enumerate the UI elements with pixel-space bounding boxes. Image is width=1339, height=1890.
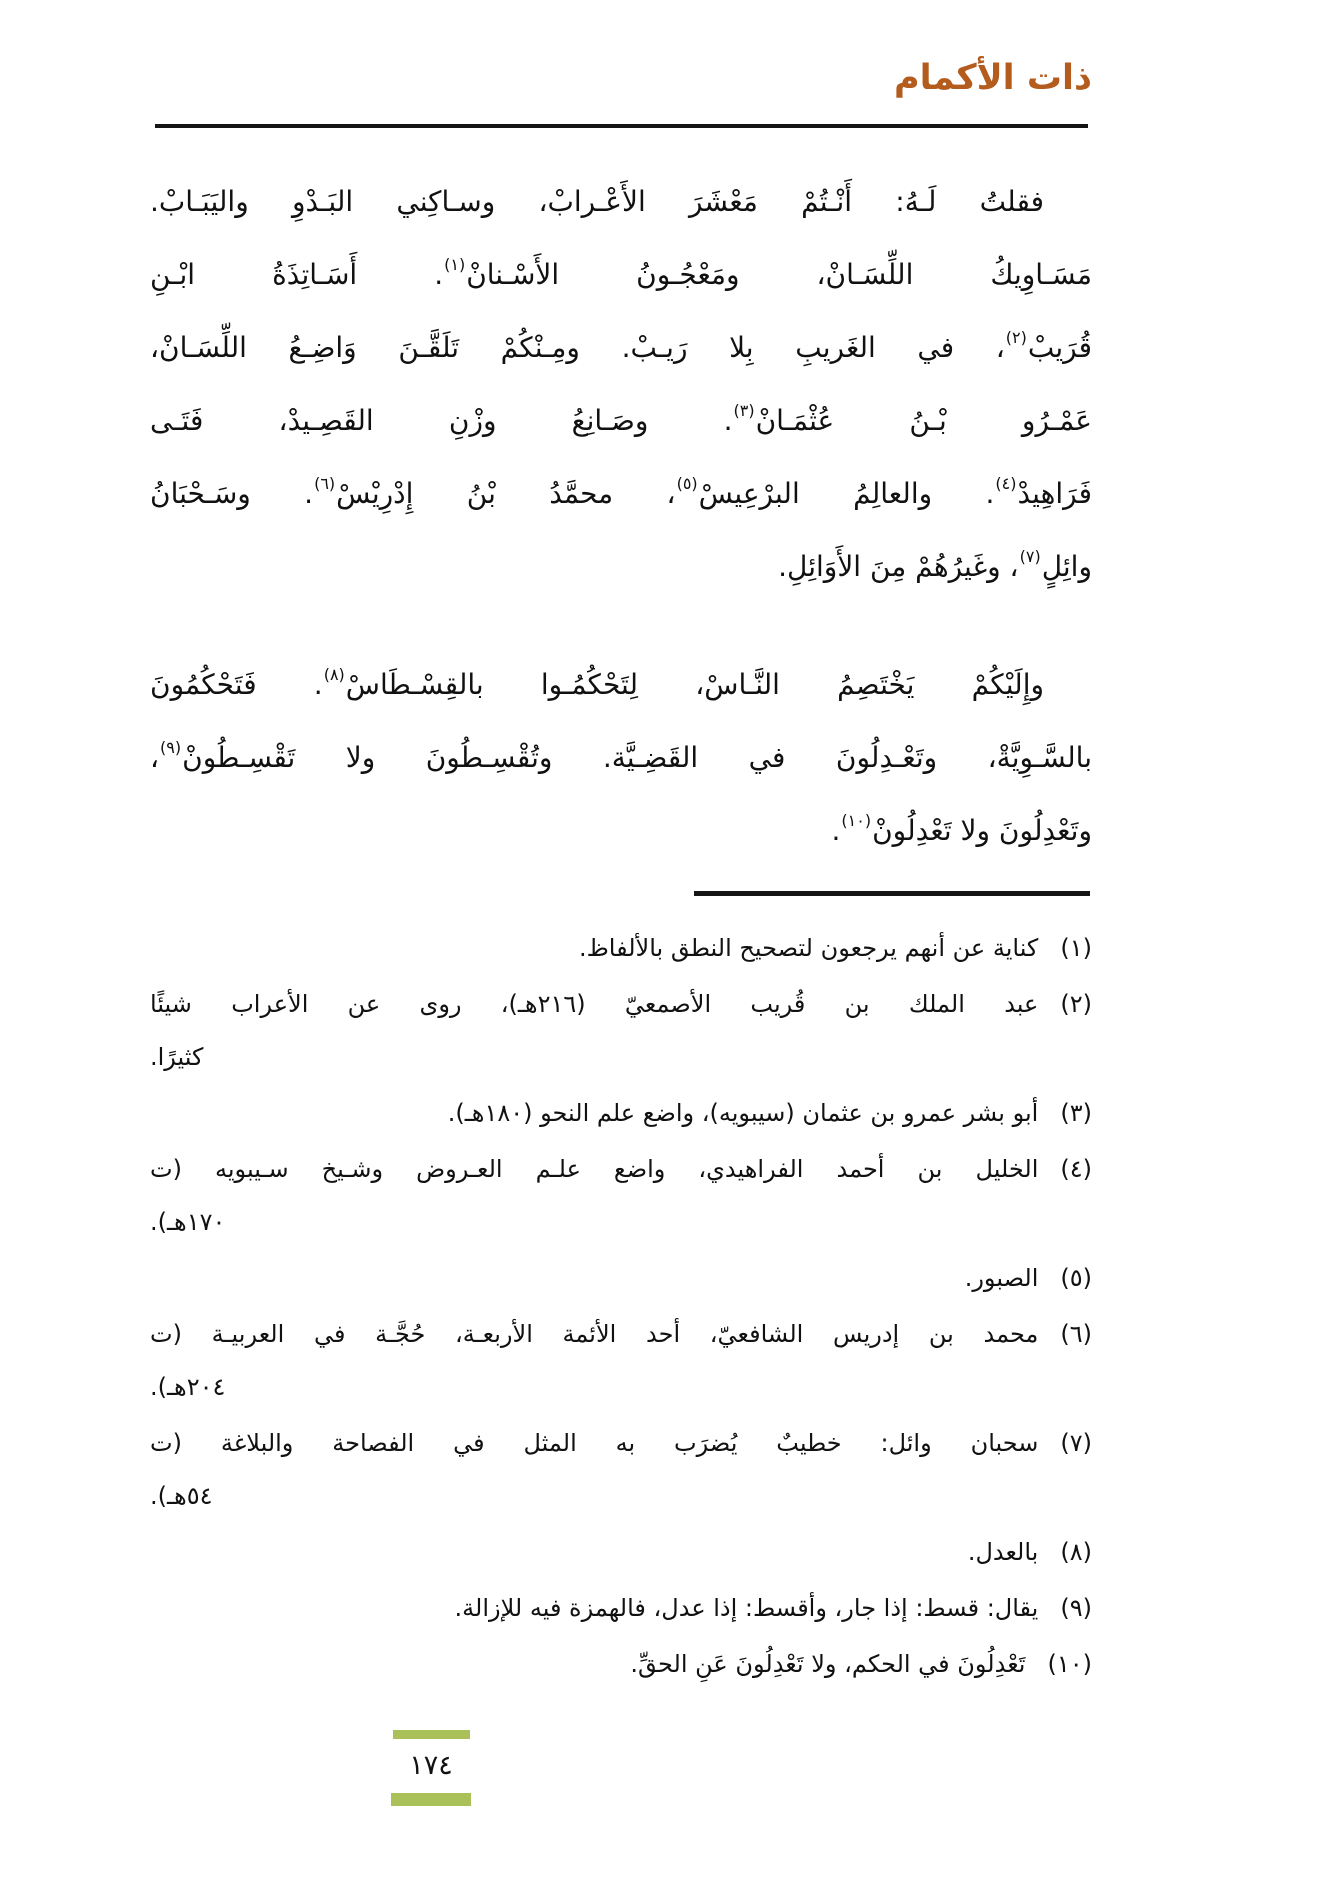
footnote-number: (٦)	[1060, 1320, 1092, 1348]
footnote-line: (٤)الخليل بن أحمد الفراهيدي، واضع علـم العـروض وشـيخ سـيبويه (ت	[150, 1143, 1092, 1196]
footnote-item	[150, 1087, 1092, 1140]
footnotes-block	[150, 922, 1092, 1694]
body-line: وإِلَيْكُمْ يَخْتَصِمُ النَّـاسْ، لِتَحْكُمُـوا بالقِسْـطَاسْ(٨). فَتَحْكُمُونَ	[150, 665, 1044, 701]
footnote-item	[150, 1252, 1092, 1305]
body-paragraph	[150, 648, 1092, 867]
footnote-item	[150, 1638, 1092, 1691]
footnote-line: ٢٠٤هـ).	[150, 1373, 226, 1401]
header-rule	[155, 124, 1088, 128]
body-text	[150, 165, 1092, 912]
footnote-line: (٥)الصبور.	[150, 1252, 1092, 1305]
footnote-number: (١)	[1060, 934, 1092, 962]
footnote-line: ١٧٠هـ).	[150, 1208, 226, 1236]
page-number: ١٧٤	[409, 1750, 453, 1781]
body-line: فقلتُ لَـهُ: أَنْـتُمْ مَعْشَرَ الأَعْـرابْ، وسـاكِني البَـدْوِ واليَبَـابْ.	[150, 185, 1044, 218]
footnote-number: (٧)	[1060, 1429, 1092, 1457]
footnote-item	[150, 1143, 1092, 1249]
footnote-item	[150, 922, 1092, 975]
page-number-bar-bottom	[391, 1793, 471, 1806]
page-content	[150, 0, 1092, 1890]
body-line: وتَعْدِلُونَ ولا تَعْدِلُونْ(١٠).	[831, 811, 1092, 847]
body-line: عَمْـرُو بْـنُ عُثْمَـانْ(٣). وصَـانِعُ وزْنِ القَصِـيدْ، فَتَـى	[150, 401, 1092, 437]
footnote-line: (٧)سحبان وائل: خطيبٌ يُضرَب به المثل في الفصاحة والبلاغة (ت	[150, 1417, 1092, 1470]
page-footer	[391, 1730, 471, 1806]
footnote-item	[150, 978, 1092, 1084]
footnote-item	[150, 1417, 1092, 1523]
footnote-number: (٣)	[1060, 1099, 1092, 1127]
footnote-line: كثيرًا.	[150, 1043, 204, 1071]
footnote-line: (٦)محمد بن إدريس الشافعيّ، أحد الأئمة الأربعـة، حُجَّـة في العربيـة (ت	[150, 1308, 1092, 1361]
page-header-title: ذات الأكمام	[894, 58, 1092, 98]
footnote-item	[150, 1582, 1092, 1635]
footnote-line: (٢)عبد الملك بن قُريب الأصمعيّ (٢١٦هـ)، روى عن الأعراب شيئًا	[150, 978, 1092, 1031]
footnote-number: (٩)	[1060, 1594, 1092, 1622]
footnote-line: (١)كناية عن أنهم يرجعون لتصحيح النطق بالألفاظ.	[150, 922, 1092, 975]
footnote-item	[150, 1526, 1092, 1579]
footnote-number: (٢)	[1060, 990, 1092, 1018]
footnote-line: ٥٤هـ).	[150, 1482, 213, 1510]
footnote-number: (٨)	[1060, 1538, 1092, 1566]
body-line: قُرَيبْ(٢)، في الغَريبِ بِلا رَيـبْ. ومِـنْكُمْ تَلَقَّـنَ وَاضِـعُ اللِّسَـانْ،	[150, 328, 1092, 364]
footnote-item	[150, 1308, 1092, 1414]
body-line: مَسَـاوِيكُ اللِّسَـانْ، ومَعْجُـونُ الأَسْـنانْ(١). أَسَـاتِذَةُ ابْـنِ	[150, 255, 1092, 291]
footnote-line: (٩)يقال: قسط: إذا جار، وأقسط: إذا عدل، فالهمزة فيه للإزالة.	[150, 1582, 1092, 1635]
footnote-line: (١٠)تَعْدِلُونَ في الحكم، ولا تَعْدِلُونَ عَنِ الحقِّ.	[150, 1638, 1092, 1691]
body-line: بالسَّـوِيَّةْ، وتَعْـدِلُونَ في القَضِـيَّة. وتُقْسِـطُونَ ولا تَقْسِـطُونْ(٩)،	[150, 738, 1092, 774]
body-line: فَرَاهِيدْ(٤). والعالِمُ البرْعِيسْ(٥)، محمَّدُ بْنُ إِدْرِيْسْ(٦). وسَـحْبَانُ	[150, 474, 1092, 510]
footnote-line: (٨)بالعدل.	[150, 1526, 1092, 1579]
footnote-number: (١٠)	[1047, 1650, 1092, 1678]
body-line: وائِلٍ(٧)، وغَيرُهُمْ مِنَ الأَوَائِلِ.	[778, 547, 1092, 583]
page-number-bar-top	[393, 1730, 470, 1739]
body-paragraph	[150, 165, 1092, 603]
footnote-line: (٣)أبو بشر عمرو بن عثمان (سيبويه)، واضع علم النحو (١٨٠هـ).	[150, 1087, 1092, 1140]
footnote-separator	[694, 891, 1090, 896]
footnote-number: (٥)	[1060, 1264, 1092, 1292]
footnote-number: (٤)	[1060, 1155, 1092, 1183]
